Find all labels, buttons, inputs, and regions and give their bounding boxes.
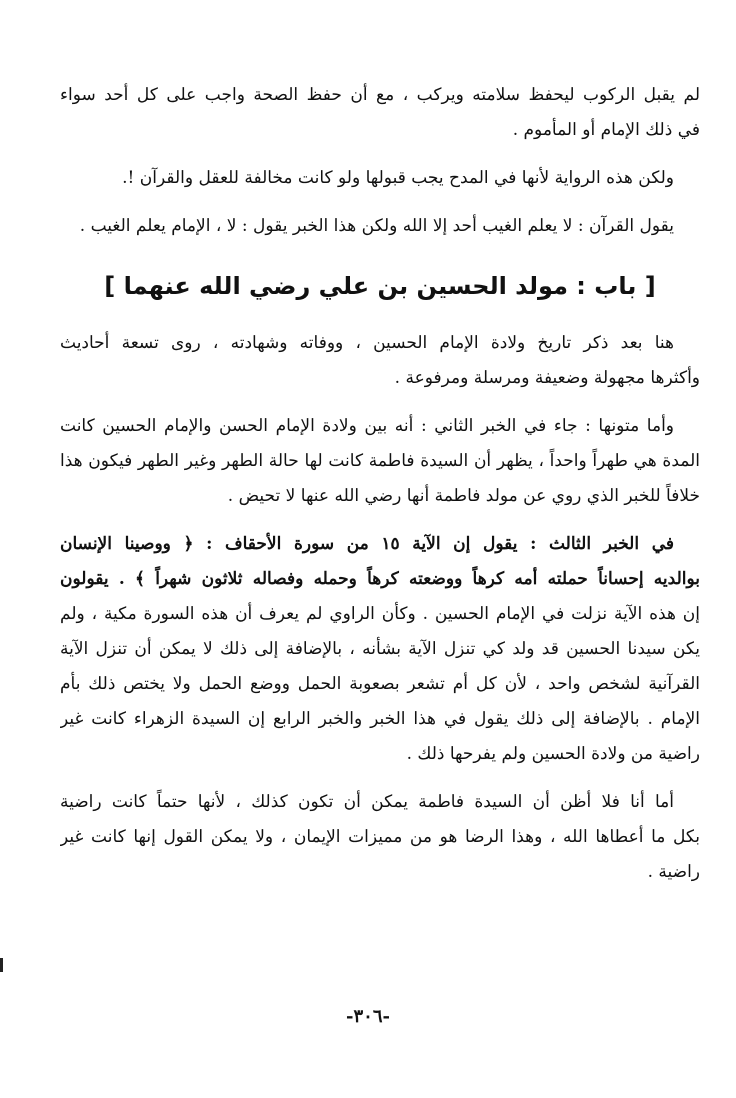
paragraph-3 [60, 209, 700, 244]
text-line: المدة هي طهراً واحداً ، يظهر أن السيدة فاطمة كانت لها حالة الطهر وغير الطهر فيكون هذا [60, 451, 700, 471]
scan-edge-mark [0, 958, 3, 972]
text-line: هنا بعد ذكر تاريخ ولادة الإمام الحسين ، ووفاته وشهادته ، روى تسعة أحاديث [60, 333, 674, 353]
page-body [60, 78, 700, 903]
page-number: -٣٠٦- [346, 1006, 390, 1027]
chapter-title: [ باب : مولد الحسين بن علي رضي الله عنهما ] [104, 272, 656, 300]
paragraph-2 [60, 161, 700, 196]
text-line: الإمام . بالإضافة إلى ذلك يقول في هذا الخبر والخبر الرابع إن السيدة الزهراء كانت غير [60, 709, 700, 729]
text-line: ولكن هذه الرواية لأنها في المدح يجب قبولها ولو كانت مخالفة للعقل والقرآن !. [122, 168, 674, 188]
text-line: يكن سيدنا الحسين قد ولد كي تنزل الآية بشأنه ، بالإضافة إلى ذلك لا يمكن أن تنزل الآية [60, 639, 700, 659]
text-line: وأكثرها مجهولة وضعيفة ومرسلة ومرفوعة . [394, 368, 700, 388]
text-line: في الخبر الثالث : يقول إن الآية ١٥ من سورة الأحقاف : ﴿ ووصينا الإنسان [60, 534, 674, 554]
chapter-paragraph-1 [60, 326, 700, 396]
text-line: القرآنية لشخص واحد ، لأن كل أم تشعر بصعوبة الحمل ووضع الحمل ولا يختص ذلك بأم [60, 674, 700, 694]
text-line: يقول القرآن : لا يعلم الغيب أحد إلا الله ولكن هذا الخبر يقول : لا ، الإمام يعلم الغيب . [79, 216, 674, 236]
text-line: أما أنا فلا أظن أن السيدة فاطمة يمكن أن تكون كذلك ، لأنها حتماً كانت راضية [60, 792, 674, 812]
text-line: في ذلك الإمام أو المأموم . [512, 120, 700, 140]
text-line: خلافاً للخبر الذي روي عن مولد فاطمة أنها رضي الله عنها لا تحيض . [227, 486, 700, 506]
chapter-paragraph-4 [60, 785, 700, 890]
text-line: راضية من ولادة الحسين ولم يفرحها ذلك . [406, 744, 700, 764]
text-line: لم يقبل الركوب ليحفظ سلامته ويركب ، مع أن حفظ الصحة واجب على كل أحد سواء [60, 85, 700, 105]
paragraph-1 [60, 78, 700, 148]
text-line: وأما متونها : جاء في الخبر الثاني : أنه بين ولادة الإمام الحسن والإمام الحسين كانت [60, 416, 674, 436]
chapter-paragraph-2 [60, 409, 700, 514]
text-line: بكل ما أعطاها الله ، وهذا الرضا هو من مميزات الإيمان ، ولا يمكن القول إنها كانت غير [60, 827, 700, 847]
text-line: إن هذه الآية نزلت في الإمام الحسين . وكأن الراوي لم يعرف أن هذه السورة مكية ، ولم [60, 604, 700, 624]
text-line: راضية . [647, 862, 700, 882]
text-line: بوالديه إحساناً حملته أمه كرهاً ووضعته كرهاً وحمله وفصاله ثلاثون شهراً ﴾ . يقولون [60, 569, 700, 589]
chapter-paragraph-3 [60, 527, 700, 772]
